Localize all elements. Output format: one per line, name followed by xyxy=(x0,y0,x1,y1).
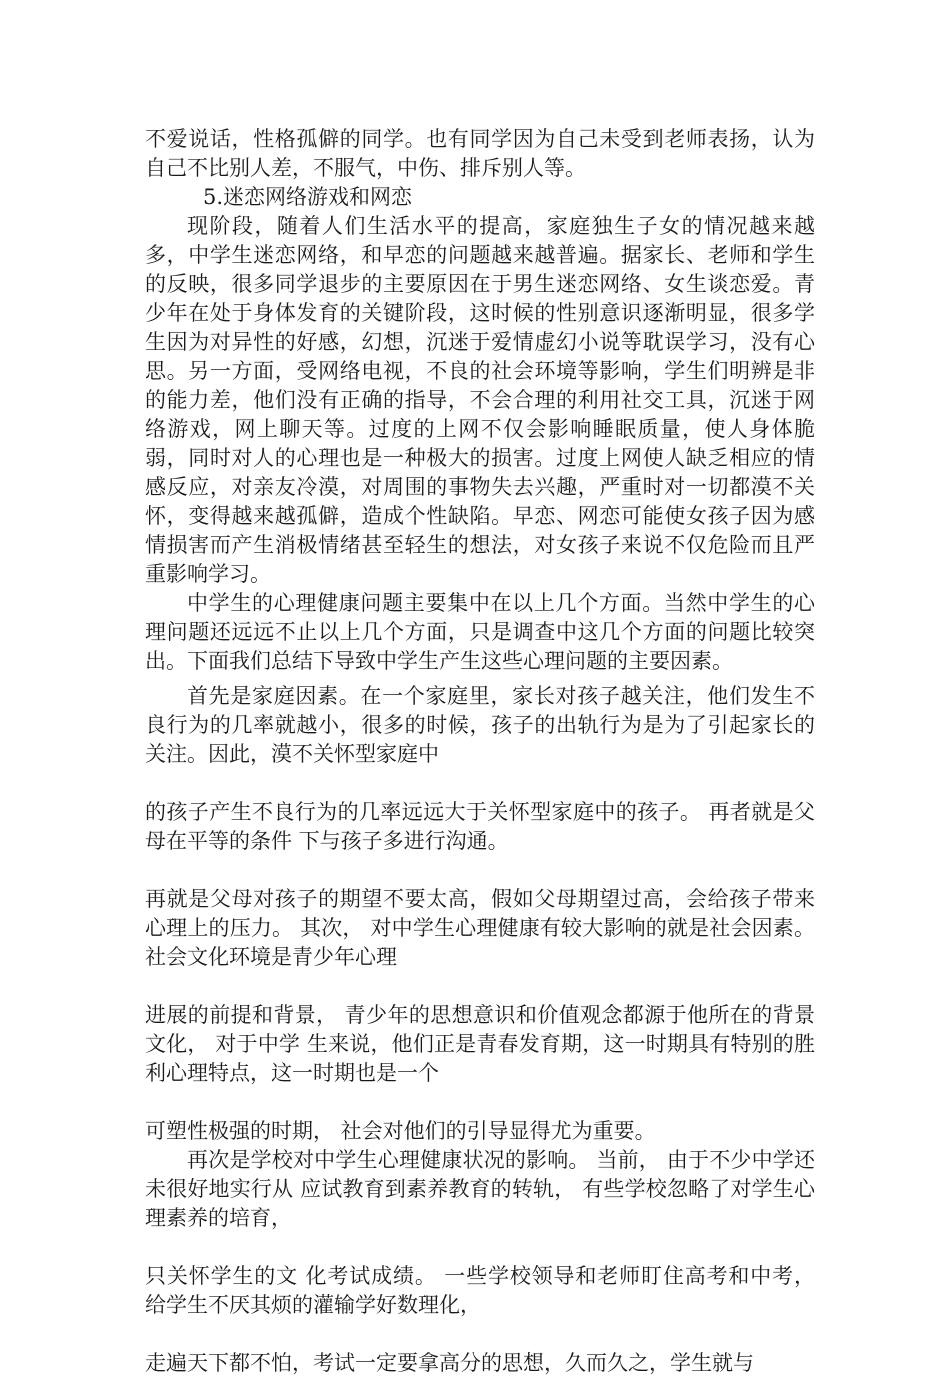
paragraph-9: 再次是学校对中学生心理健康状况的影响。 当前， 由于不少中学还未很好地实行从 应试教育到素养教育的转轨， 有些学校忽略了对学生心理素养的培育， xyxy=(145,1148,815,1230)
paragraph-3: 中学生的心理健康问题主要集中在以上几个方面。当然中学生的心理问题还远远不止以上几个方面，只是调查中这几个方面的问题比较突出。下面我们总结下导致中学生产生这些心理问题的主要因素。 xyxy=(145,591,815,673)
section-heading: 5.迷恋网络游戏和网恋 xyxy=(203,185,413,209)
paragraph-2: 现阶段，随着人们生活水平的提高，家庭独生子女的情况越来越多，中学生迷恋网络，和早恋的问题越来越普遍。据家长、老师和学生的反映，很多同学退步的主要原因在于男生迷恋网络、女生谈恋爱。青少年在处于身体发育的关键阶段，这时候的性别意识逐渐明显，很多学生因为对异性的好感，幻想，沉迷于爱情虚幻小说等耽误学习，没有心思。另一方面，受网络电视，不良的社会环境等影响，学生们明辨是非的能力差，他们没有正确的指导，不会合理的利用社交工具，沉迷于网络游戏，网上聊天等。过度的上网不仅会影响睡眠质量，使人身体脆弱，同时对人的心理也是一种极大的损害。过度上网使人缺乏相应的情感反应，对亲友冷漠，对周围的事物失去兴趣，严重时对一切都漠不关怀，变得越来越孤僻，造成个性缺陷。早恋、网恋可能使女孩子因为感情损害而产生消极情绪甚至轻生的想法，对女孩子来说不仅危险而且严重影响学习。 xyxy=(145,214,815,586)
paragraph-1: 不爱说话，性格孤僻的同学。也有同学因为自己未受到老师表扬，认为自己不比别人差，不服气，中伤、排斥别人等。 xyxy=(145,127,815,180)
paragraph-4: 首先是家庭因素。在一个家庭里，家长对孩子越关注，他们发生不良行为的几率就越小，很多的时候，孩子的出轨行为是为了引起家长的关注。因此，漠不关怀型家庭中 xyxy=(145,684,815,766)
paragraph-6: 再就是父母对孩子的期望不要太高，假如父母期望过高，会给孩子带来心理上的压力。 其次， 对中学生心理健康有较大影响的就是社会因素。 社会文化环境是青少年心理 xyxy=(145,887,815,969)
body-text xyxy=(145,125,815,1378)
paragraph-7: 进展的前提和背景， 青少年的思想意识和价值观念都源于他所在的背景文化， 对于中学 生来说，他们正是青春发育期，这一时期具有特别的胜利心理特点，这一时期也是一个 xyxy=(145,1003,815,1085)
paragraph-5: 的孩子产生不良行为的几率远远大于关怀型家庭中的孩子。 再者就是父母在平等的条件 下与孩子多进行沟通。 xyxy=(145,800,815,853)
paragraph-8: 可塑性极强的时期， 社会对他们的引导显得尤为重要。 xyxy=(145,1119,656,1143)
paragraph-10: 只关怀学生的文 化考试成绩。 一些学校领导和老师盯住高考和中考， 给学生不厌其烦的灌输学好数理化， xyxy=(145,1264,815,1317)
paragraph-11: 走遍天下都不怕，考试一定要拿高分的思想，久而久之，学生就与 xyxy=(145,1351,754,1375)
